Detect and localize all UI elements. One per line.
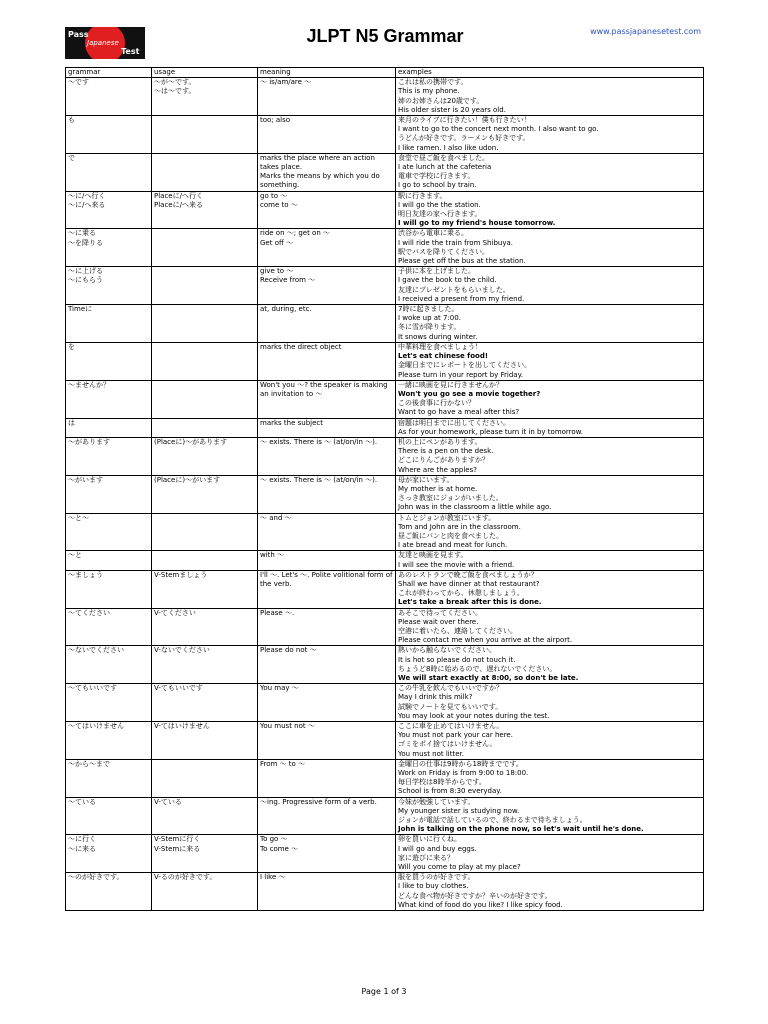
examples-cell: [396, 380, 704, 418]
example-sentence: この牛乳を飲んでもいいですか？: [398, 684, 503, 693]
table-header-row: [66, 68, 704, 78]
example-sentence: This is my phone.: [398, 87, 460, 96]
table-row: [66, 267, 704, 305]
example-sentence: John was in the classroom a little while ago.: [398, 503, 552, 512]
grammar-table: [65, 67, 704, 911]
usage-cell: [152, 342, 258, 380]
example-sentence: あそこで待ってください。: [398, 608, 482, 617]
grammar-cell: ～に/へ行く ～に/へ来る: [66, 191, 152, 229]
example-sentence: Want to go have a meal after this?: [398, 408, 520, 417]
examples-cell: [396, 513, 704, 551]
meaning-cell: From ～ to ～: [258, 759, 396, 797]
example-sentence: I gave the book to the child.: [398, 276, 497, 285]
table-row: [66, 475, 704, 513]
meaning-cell: ～ is/am/are ～: [258, 78, 396, 116]
examples-cell: [396, 475, 704, 513]
usage-cell: [152, 513, 258, 551]
meaning-cell: marks the direct object: [258, 342, 396, 380]
example-sentence: Let's eat chinese food!: [398, 352, 489, 361]
example-sentence: 昼ご飯にパンと肉を食べました。: [398, 531, 503, 540]
example-sentence: I go to school by train.: [398, 181, 477, 190]
example-sentence: His older sister is 20 years old.: [398, 105, 506, 114]
grammar-cell: ～から～まで: [66, 759, 152, 797]
grammar-cell: ～です: [66, 78, 152, 116]
table-row: [66, 78, 704, 116]
example-sentence: Please contact me when you arrive at the airport.: [398, 636, 573, 645]
example-sentence: 7時に起きました。: [398, 305, 459, 314]
example-sentence: I will ride the train from Shibuya.: [398, 238, 513, 247]
example-sentence: I woke up at 7:00.: [398, 314, 461, 323]
meaning-cell: at, during, etc.: [258, 305, 396, 343]
example-sentence: My younger sister is studying now.: [398, 806, 520, 815]
table-row: [66, 551, 704, 570]
example-sentence: Please wait over there.: [398, 617, 479, 626]
table-row: [66, 153, 704, 191]
example-sentence: John is talking on the phone now, so let's wait until he's done.: [398, 825, 644, 834]
example-sentence: 駅に行きます。: [398, 191, 447, 200]
example-sentence: この後食事に行かない？: [398, 399, 475, 408]
meaning-cell: Please do not ～: [258, 646, 396, 684]
table-row: [66, 759, 704, 797]
usage-cell: ～が～です。 ～は～です。: [152, 78, 258, 116]
example-sentence: School is from 8:30 everyday.: [398, 787, 502, 796]
example-sentence: Where are the apples?: [398, 465, 477, 474]
usage-cell: [152, 380, 258, 418]
example-sentence: 机の上にペンがあります。: [398, 437, 482, 446]
example-sentence: 空港に着いたら、連絡してください。: [398, 626, 517, 635]
column-header-examples: examples: [396, 68, 704, 78]
example-sentence: I will go and buy eggs.: [398, 844, 477, 853]
usage-cell: V-てはいけません: [152, 722, 258, 760]
grammar-cell: ～ている: [66, 797, 152, 835]
example-sentence: I will go to my friend's house tomorrow.: [398, 219, 556, 228]
usage-cell: [152, 551, 258, 570]
example-sentence: I like to buy clothes.: [398, 882, 469, 891]
column-header-meaning: meaning: [258, 68, 396, 78]
example-sentence: 家に遊びに来る？: [398, 853, 454, 862]
example-sentence: 友達にプレゼントをもらいました。: [398, 285, 510, 294]
examples-cell: [396, 437, 704, 475]
example-sentence: May I drink this milk?: [398, 693, 473, 702]
grammar-cell: は: [66, 418, 152, 437]
example-sentence: 渋谷から電車に乗る。: [398, 229, 468, 238]
grammar-cell: ～ないでください: [66, 646, 152, 684]
examples-cell: [396, 608, 704, 646]
table-row: [66, 513, 704, 551]
usage-cell: V-Stemに行く V-Stemに来る: [152, 835, 258, 873]
examples-cell: [396, 684, 704, 722]
example-sentence: Won't you go see a movie together?: [398, 389, 541, 398]
column-header-usage: usage: [152, 68, 258, 78]
examples-cell: [396, 551, 704, 570]
grammar-cell: ～があります: [66, 437, 152, 475]
website-link[interactable]: www.passjapanesetest.com: [590, 27, 701, 36]
table-row: [66, 873, 704, 911]
grammar-cell: ～のが好きです。: [66, 873, 152, 911]
grammar-cell: ～がいます: [66, 475, 152, 513]
meaning-cell: marks the place where an action takes place. Marks the means by which you do something.: [258, 153, 396, 191]
page-number: Page 1 of 3: [361, 987, 407, 996]
examples-cell: [396, 759, 704, 797]
example-sentence: My mother is at home.: [398, 484, 478, 493]
table-row: [66, 608, 704, 646]
usage-cell: V-Stemましょう: [152, 570, 258, 608]
example-sentence: 卵を買いに行くね。: [398, 835, 461, 844]
example-sentence: さっき教室にジョンがいました。: [398, 494, 503, 503]
grammar-cell: ～てください: [66, 608, 152, 646]
example-sentence: You must not litter.: [398, 749, 464, 758]
table-row: [66, 570, 704, 608]
table-row: [66, 684, 704, 722]
table-row: [66, 116, 704, 154]
example-sentence: 金曜日の仕事は9時から18時までです。: [398, 759, 523, 768]
table-row: [66, 305, 704, 343]
example-sentence: これが終わってから、休憩しましょう。: [398, 589, 524, 598]
meaning-cell: ride on ～; get on ～ Get off ～: [258, 229, 396, 267]
example-sentence: 熱いから触らないでください。: [398, 646, 496, 655]
meaning-cell: with ～: [258, 551, 396, 570]
example-sentence: 友達と映画を見ます。: [398, 551, 468, 560]
example-sentence: Please get off the bus at the station.: [398, 257, 526, 266]
example-sentence: 中華料理を食べましょう！: [398, 342, 482, 351]
meaning-cell: Please ～.: [258, 608, 396, 646]
examples-cell: [396, 267, 704, 305]
page-title: JLPT N5 Grammar: [306, 26, 464, 46]
usage-cell: V-てもいいです: [152, 684, 258, 722]
example-sentence: 姉のお姉さんは20歳です。: [398, 96, 484, 105]
logo: [65, 27, 145, 59]
grammar-cell: ～てはいけません: [66, 722, 152, 760]
examples-cell: [396, 78, 704, 116]
example-sentence: Let's take a break after this is done.: [398, 598, 542, 607]
table-row: [66, 418, 704, 437]
example-sentence: Tom and John are in the classroom.: [398, 522, 521, 531]
examples-cell: [396, 305, 704, 343]
grammar-cell: Timeに: [66, 305, 152, 343]
logo-text-bottom: Test: [121, 47, 140, 56]
grammar-cell: ～に乗る ～を降りる: [66, 229, 152, 267]
logo-text-middle: Japanese: [87, 39, 119, 47]
example-sentence: ゴミをポイ捨てはいけません。: [398, 740, 497, 749]
meaning-cell: To go ～ To come ～: [258, 835, 396, 873]
usage-cell: Placeに/へ行く Placeに/へ来る: [152, 191, 258, 229]
meaning-cell: ～ exists. There is ～ (at/on/in ～).: [258, 475, 396, 513]
usage-cell: [152, 305, 258, 343]
usage-cell: [152, 418, 258, 437]
example-sentence: 明日友達の家へ行きます。: [398, 210, 482, 219]
example-sentence: 服を買うのが好きです。: [398, 873, 475, 882]
grammar-cell: ～ましょう: [66, 570, 152, 608]
usage-cell: V-ないでください: [152, 646, 258, 684]
example-sentence: ちょうど8時に始めるので、遅れないでください。: [398, 664, 557, 673]
examples-cell: [396, 342, 704, 380]
examples-cell: [396, 570, 704, 608]
meaning-cell: You must not ～: [258, 722, 396, 760]
usage-cell: (Placeに)～があります: [152, 437, 258, 475]
example-sentence: You must not park your car here.: [398, 731, 513, 740]
grammar-cell: ～に上げる ～にもらう: [66, 267, 152, 305]
usage-cell: [152, 759, 258, 797]
example-sentence: 駅でバスを降りてください。: [398, 247, 489, 256]
usage-cell: V-るのが好きです。: [152, 873, 258, 911]
logo-text-top: Pass: [68, 30, 89, 39]
example-sentence: I like ramen. I also like udon.: [398, 143, 499, 152]
example-sentence: There is a pen on the desk.: [398, 447, 494, 456]
example-sentence: What kind of food do you like? I like spicy food.: [398, 900, 563, 909]
example-sentence: 母が家にいます。: [398, 475, 454, 484]
example-sentence: I will see the movie with a friend.: [398, 560, 515, 569]
usage-cell: V-ている: [152, 797, 258, 835]
examples-cell: [396, 116, 704, 154]
table-row: [66, 342, 704, 380]
example-sentence: Please turn in your report by Friday.: [398, 370, 523, 379]
meaning-cell: ～ and ～: [258, 513, 396, 551]
column-header-grammar: grammar: [66, 68, 152, 78]
example-sentence: I received a present from my friend.: [398, 294, 525, 303]
example-sentence: It is hot so please do not touch it.: [398, 655, 516, 664]
examples-cell: [396, 153, 704, 191]
example-sentence: これは私の携帯です。: [398, 78, 468, 87]
meaning-cell: ～ing. Progressive form of a verb.: [258, 797, 396, 835]
example-sentence: As for your homework, please turn it in by tomorrow.: [398, 427, 584, 436]
meaning-cell: Won't you ～? the speaker is making an invitation to ～: [258, 380, 396, 418]
example-sentence: I will go the the station.: [398, 200, 481, 209]
usage-cell: [152, 153, 258, 191]
example-sentence: 毎日学校は8時半からです。: [398, 778, 486, 787]
examples-cell: [396, 797, 704, 835]
example-sentence: あのレストランで晩ご飯を食べましょうか？: [398, 570, 538, 579]
example-sentence: トムとジョンが教室にいます。: [398, 513, 496, 522]
table-row: [66, 191, 704, 229]
grammar-cell: ～と～: [66, 513, 152, 551]
grammar-cell: も: [66, 116, 152, 154]
examples-cell: [396, 418, 704, 437]
example-sentence: どんな食べ物が好きですか？辛いのが好きです。: [398, 891, 552, 900]
meaning-cell: give to ～ Receive from ～: [258, 267, 396, 305]
meaning-cell: marks the subject: [258, 418, 396, 437]
table-row: [66, 646, 704, 684]
example-sentence: We will start exactly at 8:00, so don't be late.: [398, 674, 579, 682]
example-sentence: 冬に雪が降ります。: [398, 323, 461, 332]
example-sentence: うどんが好きです。ラーメンも好きです。: [398, 134, 530, 143]
examples-cell: [396, 229, 704, 267]
examples-cell: [396, 646, 704, 684]
grammar-cell: を: [66, 342, 152, 380]
meaning-cell: go to ～ come to ～: [258, 191, 396, 229]
example-sentence: Shall we have dinner at that restaurant?: [398, 579, 540, 588]
usage-cell: (Placeに)～がいます: [152, 475, 258, 513]
example-sentence: どこにりんごがありますか？: [398, 456, 489, 465]
grammar-cell: ～に行く ～に来る: [66, 835, 152, 873]
example-sentence: You may look at your notes during the test.: [398, 711, 550, 720]
grammar-cell: で: [66, 153, 152, 191]
meaning-cell: too; also: [258, 116, 396, 154]
example-sentence: 食堂で昼ご飯を食べました。: [398, 153, 489, 162]
table-row: [66, 380, 704, 418]
example-sentence: Will you come to play at my place?: [398, 863, 521, 872]
example-sentence: 一緒に映画を見に行きませんか？: [398, 380, 503, 389]
example-sentence: ジョンが電話で話しているので、終わるまで待ちましょう。: [398, 816, 587, 825]
example-sentence: I ate lunch at the cafeteria: [398, 163, 492, 172]
example-sentence: I ate bread and meat for lunch.: [398, 541, 508, 550]
meaning-cell: I like ～: [258, 873, 396, 911]
usage-cell: [152, 116, 258, 154]
example-sentence: 今妹が勉強しています。: [398, 797, 475, 806]
example-sentence: Work on Friday is from 9:00 to 18:00.: [398, 769, 529, 778]
usage-cell: [152, 229, 258, 267]
grammar-cell: ～と: [66, 551, 152, 570]
table-row: [66, 835, 704, 873]
examples-cell: [396, 722, 704, 760]
table-row: [66, 797, 704, 835]
meaning-cell: ～ exists. There is ～ (at/on/in ～).: [258, 437, 396, 475]
example-sentence: I want to go to the concert next month. I also want to go.: [398, 125, 599, 134]
grammar-cell: ～てもいいです: [66, 684, 152, 722]
examples-cell: [396, 835, 704, 873]
example-sentence: 電車で学校に行きます。: [398, 172, 475, 181]
examples-cell: [396, 191, 704, 229]
examples-cell: [396, 873, 704, 911]
table-row: [66, 437, 704, 475]
meaning-cell: I'll ～. Let's ～. Polite volitional form of the verb.: [258, 570, 396, 608]
usage-cell: [152, 267, 258, 305]
usage-cell: V-てください: [152, 608, 258, 646]
example-sentence: 宿題は明日までに出してください。: [398, 418, 510, 427]
grammar-cell: ～ませんか？: [66, 380, 152, 418]
example-sentence: 金曜日までにレポートを出してください。: [398, 361, 531, 370]
table-row: [66, 229, 704, 267]
table-row: [66, 722, 704, 760]
example-sentence: It snows during winter.: [398, 332, 478, 341]
example-sentence: ここに車を止めてはいけません。: [398, 722, 504, 731]
example-sentence: 試験でノートを見てもいいです。: [398, 702, 503, 711]
meaning-cell: You may ～: [258, 684, 396, 722]
example-sentence: 来月のライブに行きたい！僕も行きたい！: [398, 116, 531, 125]
example-sentence: 子供に本を上げました。: [398, 267, 475, 276]
